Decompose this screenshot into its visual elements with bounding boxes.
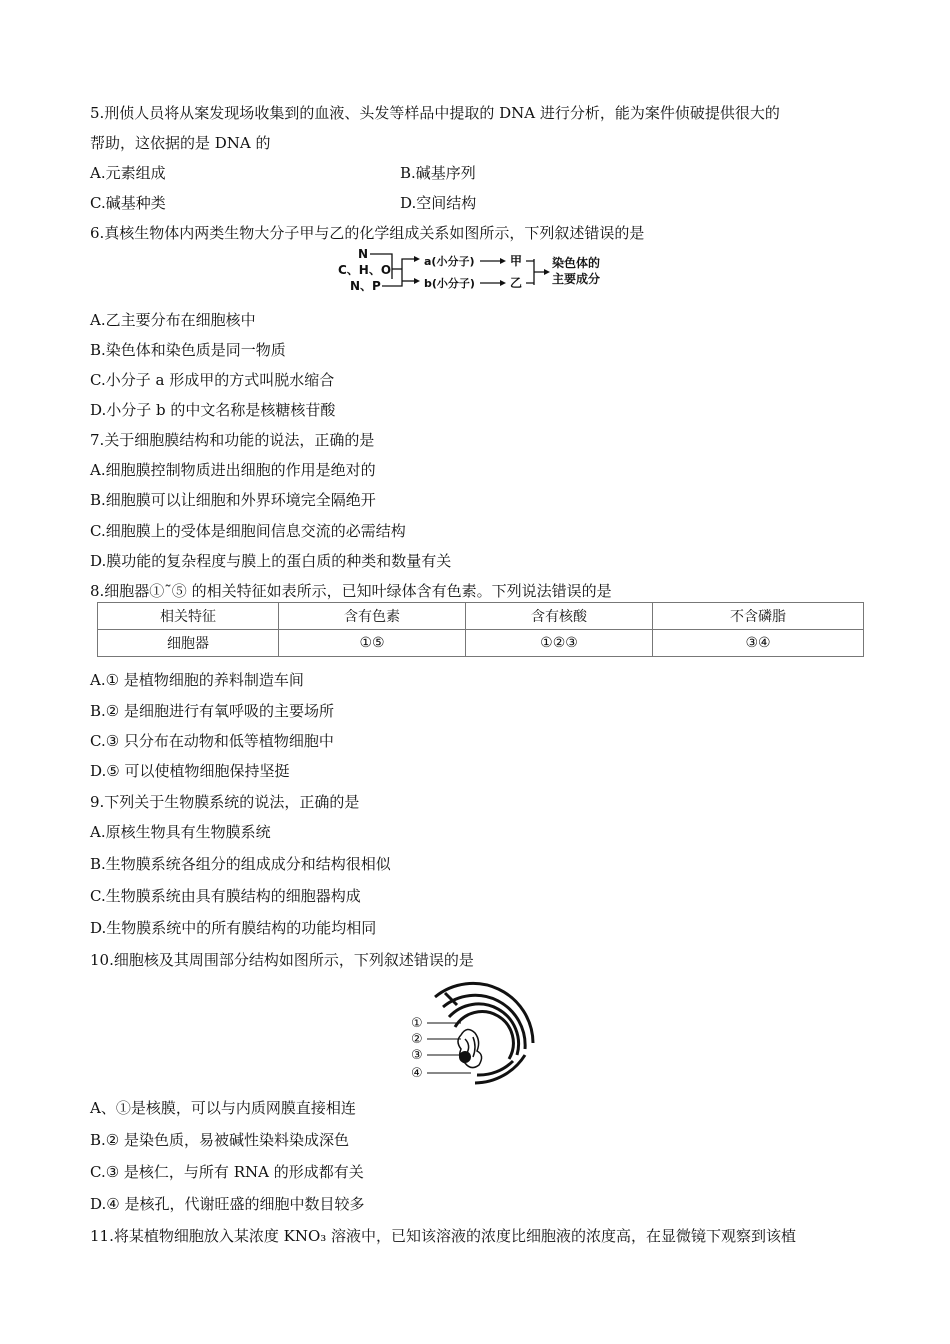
- q5-stem-line1: 5.刑侦人员将从案发现场收集到的血液、头发等样品中提取的 DNA 进行分析，能为案件侦破提供很大的: [90, 104, 780, 122]
- q9-stem: 9.下列关于生物膜系统的说法，正确的是: [90, 793, 360, 811]
- q6-diagram-b: b(小分子): [424, 277, 475, 290]
- table-cell: ①⑤: [279, 630, 466, 657]
- q7-stem: 7.关于细胞膜结构和功能的说法，正确的是: [90, 431, 375, 449]
- q5-option-b: B.碱基序列: [400, 164, 476, 182]
- q6-option-b: B.染色体和染色质是同一物质: [90, 341, 286, 359]
- q6-option-d: D.小分子 b 的中文名称是核糖核苷酸: [90, 401, 336, 419]
- q6-diagram-a: a(小分子): [424, 255, 475, 268]
- q9-option-a: A.原核生物具有生物膜系统: [90, 823, 271, 841]
- q8-stem: 8.细胞器①˜⑤ 的相关特征如表所示，已知叶绿体含有色素。下列说法错误的是: [90, 582, 612, 600]
- q6-diagram-yi: 乙: [510, 276, 523, 290]
- q6-stem: 6.真核生物体内两类生物大分子甲与乙的化学组成关系如图所示，下列叙述错误的是: [90, 224, 645, 242]
- q6-diagram-n: N: [358, 247, 369, 261]
- q10-label-3: ③: [411, 1048, 423, 1063]
- q5-option-d: D.空间结构: [400, 194, 477, 212]
- q10-stem: 10.细胞核及其周围部分结构如图所示，下列叙述错误的是: [90, 951, 474, 969]
- table-header-cell: 相关特征: [98, 603, 279, 630]
- table-cell: 细胞器: [98, 630, 279, 657]
- nucleolus-mark: [459, 1051, 471, 1063]
- q6-option-a: A.乙主要分布在细胞核中: [90, 311, 256, 329]
- q6-diagram-np: N、P: [350, 279, 381, 293]
- q8-option-a: A.① 是植物细胞的养料制造车间: [90, 671, 304, 689]
- q6-diagram: [330, 245, 630, 295]
- table-header-cell: 含有核酸: [466, 603, 653, 630]
- q5-option-a: A.元素组成: [90, 164, 166, 182]
- q9-option-b: B.生物膜系统各组分的组成成分和结构很相似: [90, 855, 391, 873]
- table-row: [98, 630, 864, 657]
- table-header-cell: 含有色素: [279, 603, 466, 630]
- q8-option-d: D.⑤ 可以使植物细胞保持坚挺: [90, 762, 290, 780]
- q6-diagram-jia: 甲: [510, 254, 523, 268]
- q5-option-c: C.碱基种类: [90, 194, 166, 212]
- q6-option-c: C.小分子 a 形成甲的方式叫脱水缩合: [90, 371, 335, 389]
- q10-label-2: ②: [411, 1032, 423, 1047]
- q8-option-c: C.③ 只分布在动物和低等植物细胞中: [90, 732, 334, 750]
- q6-diagram-result2: 主要成分: [552, 272, 601, 286]
- q8-table: [97, 602, 864, 657]
- table-cell: ③④: [653, 630, 864, 657]
- q7-option-a: A.细胞膜控制物质进出细胞的作用是绝对的: [90, 461, 376, 479]
- q7-option-d: D.膜功能的复杂程度与膜上的蛋白质的种类和数量有关: [90, 552, 452, 570]
- q6-diagram-result1: 染色体的: [552, 256, 601, 270]
- q9-option-d: D.生物膜系统中的所有膜结构的功能均相同: [90, 919, 377, 937]
- q7-option-b: B.细胞膜可以让细胞和外界环境完全隔绝开: [90, 491, 376, 509]
- q10-option-a: A、①是核膜，可以与内质网膜直接相连: [90, 1099, 356, 1117]
- q10-option-b: B.② 是染色质，易被碱性染料染成深色: [90, 1131, 350, 1149]
- q9-option-c: C.生物膜系统由具有膜结构的细胞器构成: [90, 887, 361, 905]
- q10-label-1: ①: [411, 1016, 423, 1031]
- table-cell: ①②③: [466, 630, 653, 657]
- q10-option-c: C.③ 是核仁，与所有 RNA 的形成都有关: [90, 1163, 364, 1181]
- q8-option-b: B.② 是细胞进行有氧呼吸的主要场所: [90, 702, 335, 720]
- q10-nucleus-diagram: [405, 975, 545, 1087]
- q11-stem: 11.将某植物细胞放入某浓度 KNO₃ 溶液中，已知该溶液的浓度比细胞液的浓度高，在显微镜下观察到该植: [90, 1227, 797, 1245]
- q6-diagram-chos: C、H、O: [338, 263, 392, 277]
- table-header-cell: 不含磷脂: [653, 603, 864, 630]
- q10-label-4: ④: [411, 1066, 423, 1081]
- q10-option-d: D.④ 是核孔，代谢旺盛的细胞中数目较多: [90, 1195, 365, 1213]
- table-header-row: [98, 603, 864, 630]
- q7-option-c: C.细胞膜上的受体是细胞间信息交流的必需结构: [90, 522, 406, 540]
- q5-stem-line2: 帮助，这依据的是 DNA 的: [90, 134, 271, 152]
